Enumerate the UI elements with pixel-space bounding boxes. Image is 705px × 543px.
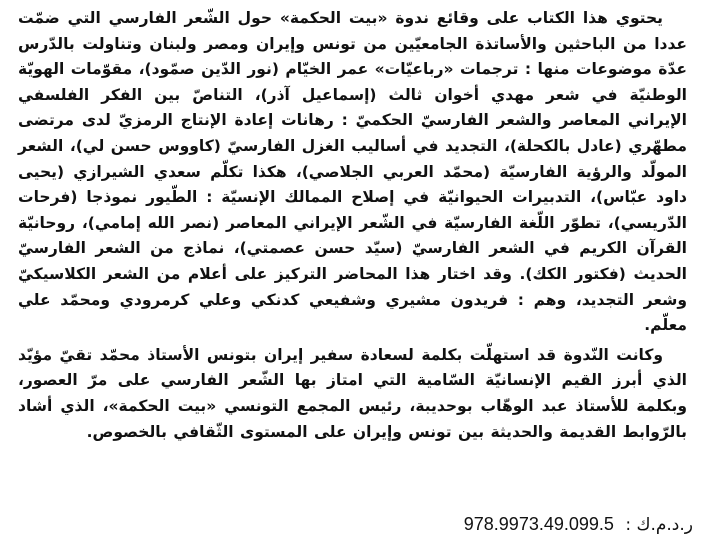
isbn-number: 978.9973.49.099.5 bbox=[463, 514, 614, 534]
paragraph-conference-contents: يحتوي هذا الكتاب على وقائع ندوة «بيت الحكمة» حول الشّعر الفارسي التي ضمّت عددا من الباحثين والأساتذة الجامعيّين من تونس وإيران ومصر ولبنان وتناولت بالدّرس عدّة موضوعات منها : ترجمات «رباعيّات» عمر الخيّام (نور الدّين صمّود)، مقوّمات الهويّة الوطنيّة في شعر مهدي أخوان ثالث (إسماعيل آذر)، التناصّ بين الفكر الفلسفي الإيراني المعاصر والشعر الفارسيّ الحكميّ : رهانات إعادة الإنتاج الرمزيّ لدى مرتضى مطهّري (عادل بالكحلة)، التجديد في أساليب الغزل الفارسيّ (كاووس حسن لي)، الشعر المولّد والرؤية الفارسيّة (محمّد العربي الجلاصي)، هكذا تكلّم سعدي الشيرازي (يحيى داود عبّاس)، التدبيرات الحيوانيّة في إصلاح الممالك الإنسيّة : الطّيور نموذجا (فرحات الدّريسي)، تطوّر اللّغة الفارسيّة في الشّعر الإيراني المعاصر (نصر الله إمامي)، روحانيّة القرآن الكريم في الشعر الفارسيّ (سيّد حسن عصمتي)، نماذج من الشعر الفارسيّ الحديث (فكتور الكك). وقد اختار هذا المحاضر التركيز على أعلام من الشعر الكلاسيكيّ وشعر التجديد، وهم : فريدون مشيري وشفيعي كدنكي وعلي كرمرودي ومحمّد علي معلّم. bbox=[18, 9, 687, 335]
paragraph-conference-opening: وكانت النّدوة قد استهلّت بكلمة لسعادة سفير إيران بتونس الأستاذ محمّد تقيّ مؤيّد الذي أبرز القيم الإنسانيّة السّامية التي امتاز بها الشّعر الفارسي على مرّ العصور، وبكلمة للأستاذ عبد الوهّاب بوحديبة، رئيس المجمع التونسي «بيت الحكمة»، الذي أشاد بالرّوابط القديمة والحديثة بين تونس وإيران على المستوى الثّقافي بالخصوص. bbox=[18, 345, 687, 441]
isbn-label: ر.د.م.ك : bbox=[625, 515, 693, 535]
isbn-line bbox=[18, 512, 693, 537]
